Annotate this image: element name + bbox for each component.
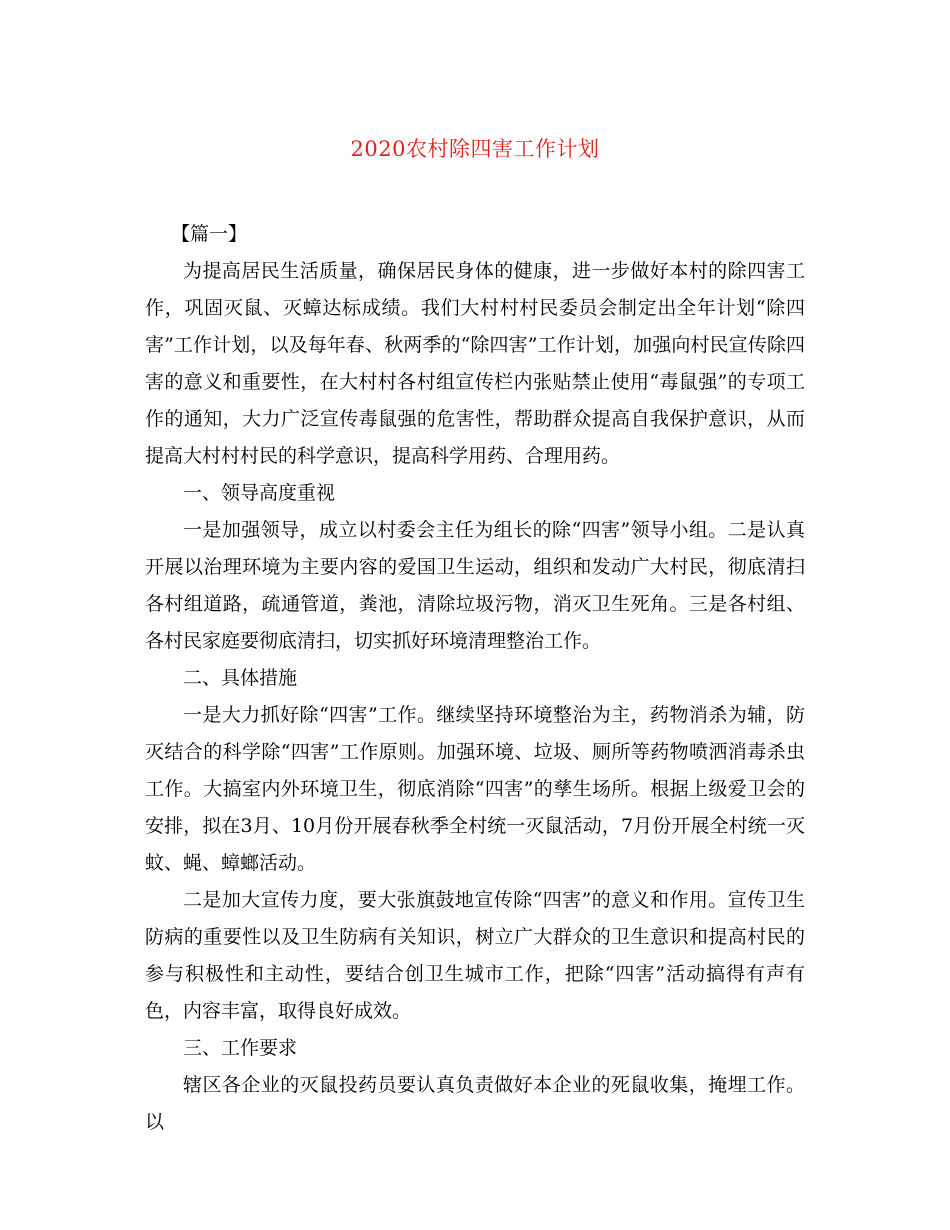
section-heading-leadership: 一、领导高度重视 <box>183 482 336 504</box>
section-heading-measures: 二、具体措施 <box>183 667 298 689</box>
intro-paragraph: 为提高居民生活质量，确保居民身体的健康，进一步做好本村的除四害工作，巩固灭鼠、灭蟑达标成绩。我们大村村村民委员会制定出全年计划“除四害”工作计划，以及每年春、秋两季的“除四害”工作计划，加强向村民宣传除四害的意义和重要性，在大村村各村组宣传栏内张贴禁止使用“毒鼠强”的专项工作的通知，大力广泛宣传毒鼠强的危害性，帮助群众提高自我保护意识，从而提高大村村村民的科学意识，提高科学用药、合理用药。 <box>145 260 805 467</box>
section-marker: 【篇一】 <box>171 223 248 245</box>
section-heading-requirements: 三、工作要求 <box>183 1037 298 1059</box>
leadership-paragraph: 一是加强领导，成立以村委会主任为组长的除“四害”领导小组。二是认真开展以治理环境为主要内容的爱国卫生运动，组织和发动广大村民，彻底清扫各村组道路，疏通管道，粪池，清除垃圾污物，消灭卫生死角。三是各村组、各村民家庭要彻底清扫，切实抓好环境清理整治工作。 <box>145 519 805 652</box>
document-title: 2020农村除四害工作计划 <box>350 137 600 161</box>
measures-paragraph-1: 一是大力抓好除“四害”工作。继续坚持环境整治为主，药物消杀为辅，防灭结合的科学除“四害”工作原则。加强环境、垃圾、厕所等药物喷洒消毒杀虫工作。大搞室内外环境卫生，彻底消除“四害”的孳生场所。根据上级爱卫会的安排，拟在3月、10月份开展春秋季全村统一灭鼠活动，7月份开展全村统一灭蚊、蝇、蟑螂活动。 <box>145 704 805 874</box>
measures-paragraph-2: 二是加大宣传力度，要大张旗鼓地宣传除“四害”的意义和作用。宣传卫生防病的重要性以及卫生防病有关知识，树立广大群众的卫生意识和提高村民的参与积极性和主动性，要结合创卫生城市工作，把除“四害”活动搞得有声有色，内容丰富，取得良好成效。 <box>145 889 805 1022</box>
requirements-paragraph: 辖区各企业的灭鼠投药员要认真负责做好本企业的死鼠收集，掩埋工作。以 <box>145 1074 805 1133</box>
document-body <box>145 216 805 1141</box>
